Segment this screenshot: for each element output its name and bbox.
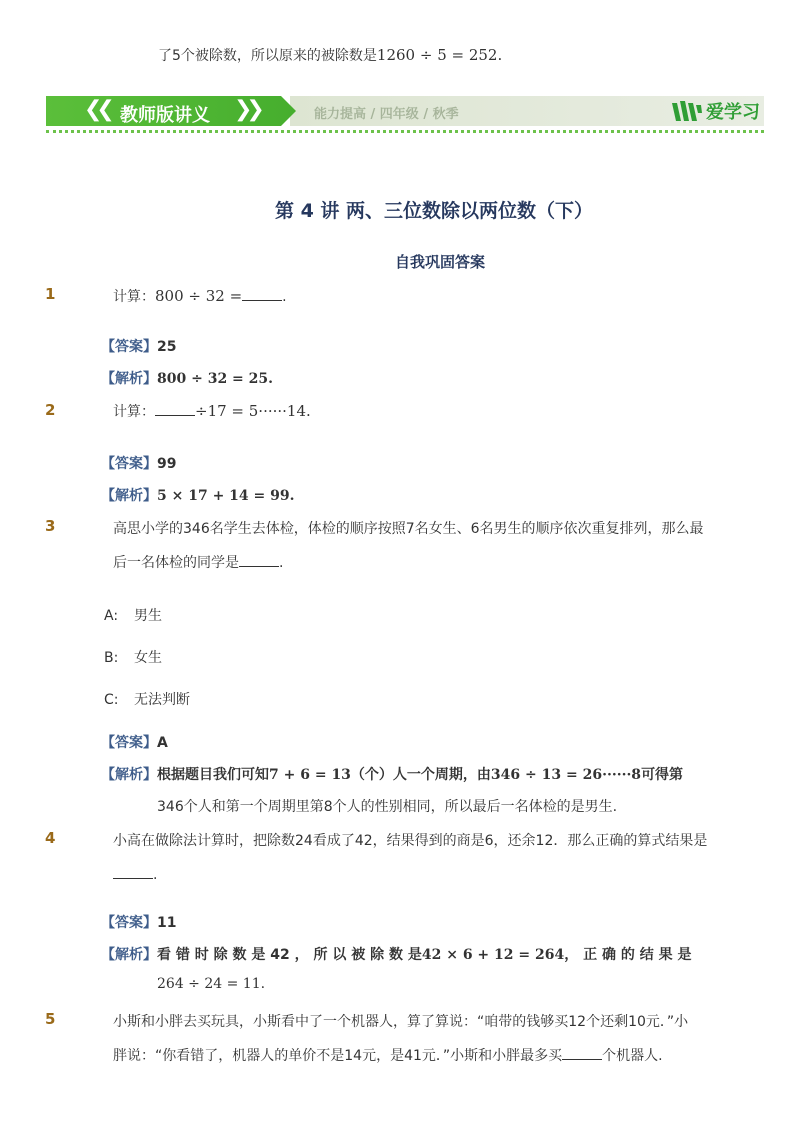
banner-title: 教师版讲义 (120, 105, 210, 126)
answer-blank (242, 286, 282, 301)
analysis-math: 346 ÷ 13 = 26······8 (490, 767, 642, 783)
analysis-label: 【解析】 (101, 488, 157, 504)
answer-blank (113, 864, 153, 879)
analysis-text: 根据题目我们可知 (157, 767, 269, 783)
previous-solution-text: 了5个被除数，所以原来的被除数是 (158, 48, 377, 64)
analysis-math: 42 × 6 + 12 = 264 (421, 947, 565, 963)
analysis-row (101, 485, 295, 505)
question-number: 5 (45, 1010, 56, 1028)
brand-logo (672, 98, 760, 124)
lecture-title: 第 4 讲 两、三位数除以两位数（下） (274, 200, 594, 222)
question-text (113, 401, 311, 421)
answer-label: 【答案】 (101, 915, 157, 931)
double-chevron-right-icon: ❯❯ (234, 97, 259, 122)
analysis-math: 5 × 17 + 14 = 99. (157, 488, 295, 504)
question-number: 1 (45, 285, 56, 303)
analysis-line2: 346个人和第一个周期里第8个人的性别相同，所以最后一名体检的是男生. (157, 799, 618, 815)
option-a (104, 605, 162, 625)
option-b (104, 647, 162, 667)
analysis-row (101, 368, 273, 388)
section-title: 自我巩固答案 (394, 253, 485, 271)
question-text: 胖说：“你看错了，机器人的单价不是14元，是41元．”小斯和小胖最多买 (113, 1048, 563, 1064)
answer-row (101, 732, 168, 752)
analysis-label: 【解析】 (101, 371, 157, 387)
question-text-line2 (113, 552, 283, 572)
option-label: C: (104, 692, 119, 708)
double-chevron-left-icon: ❮❮ (84, 97, 109, 122)
analysis-text: 看 错 时 除 数 是 42 ， 所 以 被 除 数 是 (157, 947, 422, 963)
analysis-label: 【解析】 (101, 767, 157, 783)
option-label: A: (104, 608, 119, 624)
analysis-row (101, 944, 691, 964)
answer-row (101, 912, 176, 932)
question-math: ÷17 = 5······14. (195, 402, 311, 420)
question-text-line1: 高思小学的346名学生去体检，体检的顺序按照7名女生、6名男生的顺序依次重复排列，那么最 (113, 521, 704, 537)
analysis-text: （个）人一个周期，由 (350, 767, 491, 783)
analysis-text: ， 正 确 的 结 果 是 (564, 947, 692, 963)
answer-label: 【答案】 (101, 735, 157, 751)
answer-value: 25 (157, 339, 177, 355)
question-prefix: 计算： (113, 404, 155, 420)
answer-blank (155, 401, 195, 416)
header-banner (46, 96, 764, 130)
question-text-line1: 小高在做除法计算时，把除数24看成了42，结果得到的商是6，还余12．那么正确的算式结果是 (113, 833, 708, 849)
question-text-line2 (113, 864, 157, 883)
question-text-line2 (113, 1045, 663, 1065)
brand-name: 爱学习 (706, 102, 760, 123)
question-math: 800 ÷ 32 = (155, 287, 243, 305)
answer-row (101, 336, 176, 356)
banner-subtitle: 能力提高 / 四年级 / 秋季 (314, 107, 459, 122)
option-c (104, 689, 190, 709)
answer-value: A (157, 735, 168, 751)
question-suffix: . (279, 555, 284, 571)
banner-dotted-rule (46, 130, 764, 133)
question-suffix: 个机器人. (602, 1048, 663, 1064)
answer-row (101, 453, 176, 473)
question-suffix: . (282, 289, 287, 305)
option-label: B: (104, 650, 119, 666)
analysis-math: 7 + 6 = 13 (269, 767, 351, 783)
question-text-line1: 小斯和小胖去买玩具，小斯看中了一个机器人，算了算说：“咱带的钱够买12个还剩10元．”小 (113, 1014, 689, 1030)
answer-blank (562, 1045, 602, 1060)
option-text: 无法判断 (134, 692, 190, 708)
question-number: 4 (45, 829, 56, 847)
answer-label: 【答案】 (101, 456, 157, 472)
brand-mark-icon (672, 99, 702, 123)
question-text: 后一名体检的同学是 (113, 555, 239, 571)
analysis-text: 可得第 (641, 767, 684, 783)
previous-solution-tail (158, 45, 502, 65)
answer-blank (239, 552, 279, 567)
analysis-math: 800 ÷ 32 = 25. (157, 371, 274, 387)
question-number: 2 (45, 401, 56, 419)
question-prefix: 计算： (113, 289, 155, 305)
analysis-label: 【解析】 (101, 947, 157, 963)
question-text (113, 286, 287, 306)
previous-solution-math: 1260 ÷ 5 = 252. (376, 46, 503, 64)
question-number: 3 (45, 517, 56, 535)
analysis-row (101, 764, 683, 784)
option-text: 男生 (134, 608, 162, 624)
answer-label: 【答案】 (101, 339, 157, 355)
analysis-line2: 264 ÷ 24 = 11. (157, 976, 266, 992)
answer-value: 11 (157, 915, 177, 931)
answer-value: 99 (157, 456, 177, 472)
question-suffix: . (153, 867, 158, 883)
option-text: 女生 (134, 650, 162, 666)
